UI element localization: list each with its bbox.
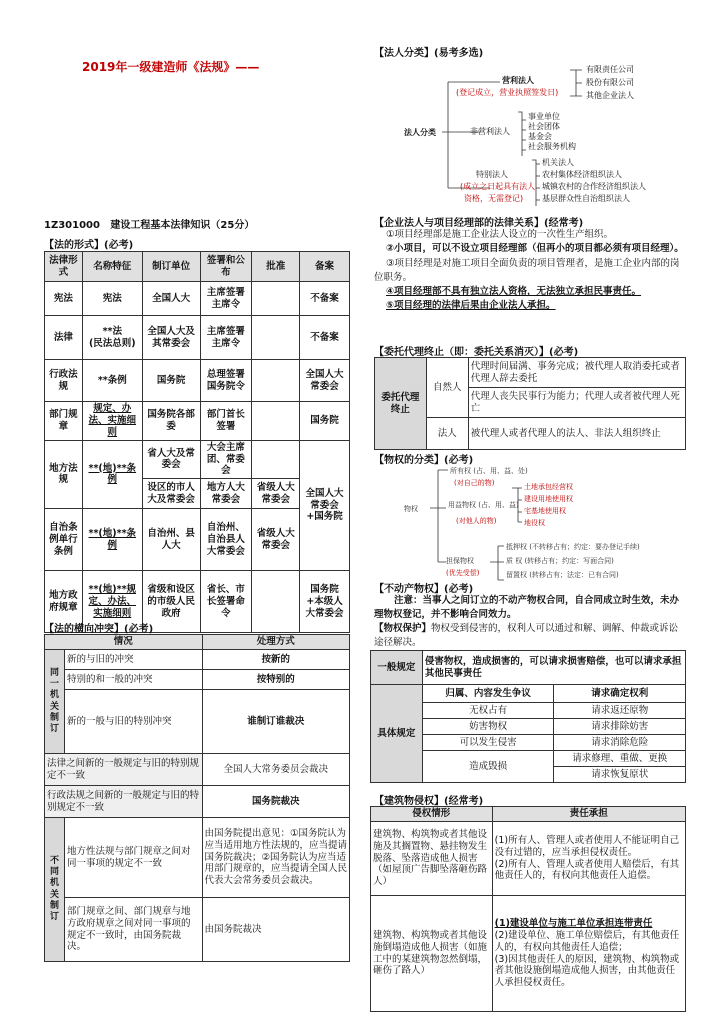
protection-heading: 【物权保护】 — [374, 623, 432, 634]
case: 新的一般与旧的特别冲突 — [64, 690, 202, 754]
realestate-heading: 【不动产物权】(必考) — [374, 584, 474, 595]
lp-special-item: 农村集体经济组织法人 — [542, 170, 622, 179]
remedy: 请求消除危险 — [554, 735, 686, 751]
cell: 行政法规 — [45, 360, 83, 402]
cell: 省级人大常委会 — [252, 479, 300, 509]
hdr-sign: 签署和公布 — [200, 252, 252, 282]
lp-root: 法人分类 — [404, 128, 436, 137]
prop-usu-item: 地役权 — [524, 519, 545, 527]
realestate-text: 注意：当事人之间订立的不动产物权合同，自合同成立时生效，未办理物权登记，并不影响合同效力。 — [374, 595, 680, 621]
protection-table — [370, 650, 686, 783]
case: 特别的和一般的冲突 — [64, 670, 202, 690]
prop-sec-item: 质 权 (转移占有；约定：写面合同) — [506, 557, 614, 565]
prop-usu-item: 建设用地使用权 — [524, 495, 573, 503]
general-label: 一般规定 — [371, 651, 423, 685]
prop-usu-item: 宅基地使用权 — [524, 507, 566, 515]
law-forms-table — [44, 251, 350, 633]
lp-nonprofit-item: 基金会 — [528, 132, 552, 141]
cell — [252, 402, 300, 441]
lp-profit-item: 股份有限公司 — [586, 78, 634, 87]
hdr-record: 备案 — [300, 252, 350, 282]
result: 按特别的 — [202, 670, 350, 690]
prop-sec: 担保物权 — [446, 557, 474, 565]
lp-profit-item: 有限责任公司 — [586, 65, 634, 74]
prop-root: 物权 — [404, 505, 418, 513]
result: 由国务院提出意见：①国务院认为应当适用地方性法规的，应当提请国务院裁决；②国务院认为应当适用部门规章的，应当提请全国人民代表大会常务委员会裁决。 — [202, 818, 350, 898]
enterprise-p5: ⑤项目经理的法律后果由企业法人承担。 — [386, 300, 556, 312]
cell: 主席签署主席令 — [200, 282, 252, 316]
doc-title: 2019年一级建造师《法规》—— — [82, 60, 260, 74]
prop-usu-item: 土地承包经营权 — [524, 483, 573, 491]
case: 可以发生侵害 — [422, 735, 554, 751]
building-heading: 【建筑物侵权】(经常考) — [374, 796, 484, 807]
lp-special-item: 城镇农村的合作经济组织法人 — [542, 182, 646, 191]
conflict-table — [44, 634, 350, 962]
col-dispute: 归属、内容发生争议 — [422, 685, 554, 703]
case: 法律之间新的一般规定与旧的特别规定不一致 — [45, 754, 203, 786]
b-res-2-2: (2)建设单位、施工单位赔偿后，有其他责任人的，有权向其他责任人追偿； — [494, 929, 680, 953]
case: 无权占有 — [422, 703, 554, 719]
result: 全国人大常务委员会裁决 — [202, 754, 350, 786]
brace-nonprofit — [518, 112, 526, 156]
hdr-case: 情况 — [45, 635, 203, 650]
case: 部门规章之间、部门规章与地方政府规章之间对同一事项的规定不一致时，由国务院裁决。 — [64, 898, 202, 962]
cell: 省级人大常委会 — [252, 509, 300, 571]
b-res-2-3: (3)因其他责任人的原因，建筑物、构筑物或者其他设施倒塌造成他人损害，由其他责任人承担侵权责任。 — [494, 953, 680, 989]
hdr-approve: 批准 — [252, 252, 300, 282]
enterprise-text — [374, 228, 684, 314]
same-organ-label: 同一机关制订 — [45, 650, 65, 754]
cell: 全国人大及其常委会 — [142, 316, 200, 360]
cell: **(地)**规定、办法、实施细则 — [82, 571, 142, 633]
agency-main: 委托代理终止 — [375, 358, 427, 450]
cell: 省级和设区的市级人民政府 — [142, 571, 200, 633]
b-res-1-1: (1)所有人、管理人或者使用人不能证明自己没有过错的，应当承担侵权责任。 — [494, 834, 680, 858]
cell: 法律 — [45, 316, 83, 360]
cell: 省人大及常委会 — [142, 440, 200, 479]
cell: 地方政府规章 — [45, 571, 83, 633]
hdr-case: 侵权情形 — [371, 807, 493, 822]
legal-person-heading: 【法人分类】(易考多选) — [374, 48, 484, 59]
hdr-maker: 制订单位 — [142, 252, 200, 282]
conflict-heading: 【法的横向冲突】(必考) — [44, 624, 154, 635]
cell: 不备案 — [300, 282, 350, 316]
cell: 设区的市人大及常委会 — [142, 479, 200, 509]
lp-nonprofit-item: 事业单位 — [528, 112, 560, 121]
lp-nonprofit-item: 社会团体 — [528, 122, 560, 131]
case: 行政法规之间新的一般规定与旧的特别规定不一致 — [45, 786, 203, 818]
cell: 地方法规 — [45, 440, 83, 509]
general-text: 侵害物权，造成损害的，可以请求损害赔偿，也可以请求承担其他民事责任 — [422, 651, 685, 685]
result: 按新的 — [202, 650, 350, 670]
cell: 自治州、自治县人大常委会 — [200, 509, 252, 571]
lp-nonprofit-item: 社会服务机构 — [528, 142, 576, 151]
cell: 宪法 — [45, 282, 83, 316]
cell: 全国人大 — [142, 282, 200, 316]
enterprise-p1: ①项目经理部是施工企业法人设立的一次性生产组织。 — [386, 229, 614, 240]
b-case-2: 建筑物、构筑物或者其他设施倒塌造成他人损害（如施工中的某建筑物忽然倒塌，砸伤了路人） — [371, 896, 493, 1012]
cell: 地方人大常委会 — [200, 479, 252, 509]
specific-label: 具体规定 — [371, 685, 423, 783]
law-forms-heading: 【法的形式】(必考) — [44, 240, 134, 251]
lp-profit-item: 其他企业法人 — [586, 91, 634, 100]
agency-l1: 被代理人或者代理人的法人、非法人组织终止 — [468, 418, 685, 450]
cell: **法 (民法总则) — [82, 316, 142, 360]
cell — [252, 571, 300, 633]
enterprise-heading: 【企业法人与项目经理部的法律关系】(经常考) — [374, 218, 584, 229]
chapter-title: 建设工程基本法律知识（25分） — [110, 220, 255, 231]
agency-heading: 【委托代理终止（即：委托关系消灭）】(必考) — [374, 347, 579, 358]
lp-nonprofit: 非营利法人 — [470, 127, 510, 136]
b-res-2-1: (1)建设单位与施工单位承担连带责任 — [494, 917, 653, 929]
lp-profit-note: (登记成立，营业执照签发日) — [456, 88, 559, 97]
protection-block — [374, 622, 684, 651]
chapter-code: 1Z301000 — [44, 220, 100, 231]
cell: 部门规章 — [45, 402, 83, 441]
cell: 自治条例单行条例 — [45, 509, 83, 571]
brace-profit — [570, 70, 582, 96]
agency-table — [374, 357, 686, 450]
prop-sec-item: 留置权 (转移占有；法定：已有合同) — [506, 571, 619, 579]
cell: 部门首长签署 — [200, 402, 252, 441]
prop-usu-sub: (对他人的物) — [456, 517, 497, 525]
lp-special: 特别法人 — [476, 170, 508, 179]
result: 由国务院裁决 — [202, 898, 350, 962]
prop-own: 所有权 (占、用、益、处) — [450, 467, 528, 475]
hdr-form: 法律形式 — [45, 252, 83, 282]
cell: 国务院各部委 — [142, 402, 200, 441]
cell: 主席签署主席令 — [200, 316, 252, 360]
cell — [252, 316, 300, 360]
cell: 国务院 — [142, 360, 200, 402]
cell: 规定、办法、实施细则 — [82, 402, 142, 441]
case: 地方性法规与部门规章之间对同一事项的规定不一致 — [64, 818, 202, 898]
cell: 全国人大常委会 — [300, 360, 350, 402]
hdr-result: 处理方式 — [202, 635, 350, 650]
b-res-2 — [492, 896, 685, 1012]
cell: **条例 — [82, 360, 142, 402]
diff-organ-label: 不同机关制订 — [45, 818, 65, 962]
cell: 国务院+本级人大常委会 — [300, 571, 350, 633]
agency-legal: 法人 — [426, 418, 468, 450]
property-heading: 【物权的分类】(必考) — [374, 455, 474, 466]
prop-own-sub: (对自己的物) — [454, 479, 495, 487]
cell: 省长、市长签署命令 — [200, 571, 252, 633]
enterprise-p2: ②小项目，可以不设立项目经理部（但再小的项目都必须有项目经理）。 — [386, 243, 684, 255]
chapter-heading — [44, 216, 254, 231]
remedy: 请求排除妨害 — [554, 719, 686, 735]
hdr-liability: 责任承担 — [492, 807, 685, 822]
agency-natural: 自然人 — [426, 358, 468, 418]
cell: **(地)**条例 — [82, 509, 142, 571]
remedy: 请求修理、重做、更换 — [554, 751, 686, 767]
cell: 大会主席团、常委会 — [200, 440, 252, 479]
b-res-1 — [492, 822, 685, 896]
cell — [252, 282, 300, 316]
lp-special-note: (成立之日起具有法人 — [460, 182, 536, 191]
remedy: 请求恢复原状 — [554, 767, 686, 783]
brace-sec — [490, 546, 504, 580]
lp-special-item: 基层群众性自治组织法人 — [542, 194, 630, 203]
prop-usu: 用益物权 (占、用、益) — [448, 501, 519, 509]
enterprise-p3: ③项目经理是对施工项目全面负责的项目管理者，是施工企业内部的岗位职务。 — [374, 257, 680, 283]
brace-root — [430, 470, 448, 562]
damage: 造成毁损 — [422, 751, 554, 783]
cell: 国务院 — [300, 402, 350, 441]
cell: 不备案 — [300, 316, 350, 360]
protection-text: 物权受到侵害的，权利人可以通过和解、调解、仲裁或诉讼途径解决。 — [374, 623, 679, 649]
prop-sec-sub: (优先受偿) — [446, 569, 480, 577]
cell: 全国人大常委会+国务院 — [300, 440, 350, 571]
agency-n2: 代理人丧失民事行为能力；代理人或者被代理人死亡 — [468, 388, 685, 418]
cell: **(地)**条例 — [82, 440, 142, 509]
agency-n1: 代理时间届满、事务完成；被代理人取消委托或者代理人辞去委托 — [468, 358, 685, 388]
hdr-name: 名称特征 — [82, 252, 142, 282]
result: 国务院裁决 — [202, 786, 350, 818]
cell — [252, 360, 300, 402]
enterprise-p4: ④项目经理部不具有独立法人资格，无法独立承担民事责任。 — [386, 286, 642, 297]
cell: 总理签署国务院令 — [200, 360, 252, 402]
cell — [252, 440, 300, 479]
b-res-1-2: (2)所有人、管理人或者使用人赔偿后，有其他责任人的，有权向其他责任人追偿。 — [494, 858, 680, 882]
lp-profit: 营利法人 — [502, 76, 534, 85]
lp-special-note: 资格，无需登记) — [464, 194, 524, 203]
case: 妨害物权 — [422, 719, 554, 735]
remedy: 请求返还原物 — [554, 703, 686, 719]
b-case-1: 建筑物、构筑物或者其他设施及其搁置物、悬挂物发生脱落、坠落造成他人损害（如屋顶广告脚坠落砸伤路人） — [371, 822, 493, 896]
cell: 自治州、县人大 — [142, 509, 200, 571]
building-table — [370, 806, 686, 1012]
cell: 宪法 — [82, 282, 142, 316]
col-confirm: 请求确定权利 — [554, 685, 686, 703]
prop-sec-item: 抵押权 (不转移占有；约定：要办登记手续) — [506, 543, 640, 551]
result: 谁制订谁裁决 — [202, 690, 350, 754]
case: 新的与旧的冲突 — [64, 650, 202, 670]
lp-special-item: 机关法人 — [542, 158, 574, 167]
